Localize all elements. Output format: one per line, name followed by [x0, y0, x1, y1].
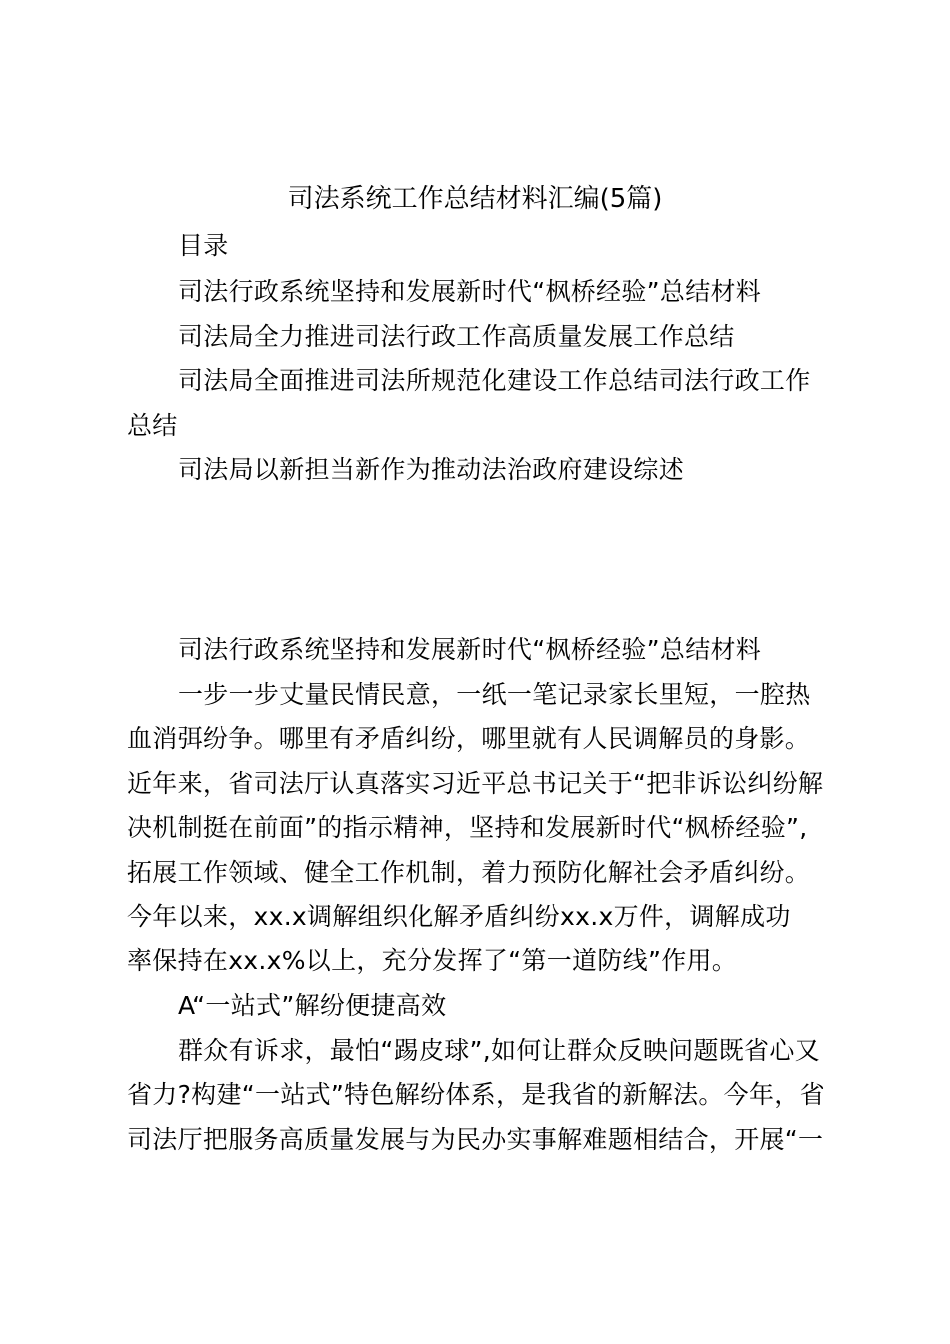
toc-item: 司法局全力推进司法行政工作高质量发展工作总结	[178, 322, 735, 351]
toc-heading: 目录	[178, 231, 229, 260]
toc-item: 司法局以新担当新作为推动法治政府建设综述	[178, 455, 685, 484]
toc-item: 司法局全面推进司法所规范化建设工作总结司法行政工作	[178, 366, 811, 395]
paragraph-line: 一步一步丈量民情民意，一纸一笔记录家长里短，一腔热	[178, 680, 811, 709]
paragraph-line: 率保持在xx.x%以上，充分发挥了“第一道防线”作用。	[127, 946, 738, 975]
paragraph-line: 血消弭纷争。哪里有矛盾纠纷，哪里就有人民调解员的身影。	[127, 724, 811, 753]
document-title: 司法系统工作总结材料汇编(5篇)	[287, 184, 663, 214]
paragraph-line: 拓展工作领域、健全工作机制，着力预防化解社会矛盾纠纷。	[127, 858, 811, 887]
toc-item: 司法行政系统坚持和发展新时代“枫桥经验”总结材料	[178, 277, 762, 306]
paragraph-line: 省力?构建“一站式”特色解纷体系，是我省的新解法。今年，省	[127, 1080, 825, 1109]
toc-item-continuation: 总结	[127, 411, 178, 440]
section-title: 司法行政系统坚持和发展新时代“枫桥经验”总结材料	[178, 635, 762, 664]
paragraph-line: 近年来，省司法厅认真落实习近平总书记关于“把非诉讼纠纷解	[127, 769, 824, 798]
paragraph-line: 司法厅把服务高质量发展与为民办实事解难题相结合，开展“一	[127, 1125, 824, 1154]
paragraph-line: 今年以来，xx.x调解组织化解矛盾纠纷xx.x万件，调解成功	[127, 902, 791, 931]
subheading: A“一站式”解纷便捷高效	[178, 991, 447, 1020]
paragraph-line: 群众有诉求，最怕“踢皮球”,如何让群众反映问题既省心又	[178, 1036, 820, 1065]
paragraph-line: 决机制挺在前面”的指示精神，坚持和发展新时代“枫桥经验”,	[127, 813, 808, 842]
